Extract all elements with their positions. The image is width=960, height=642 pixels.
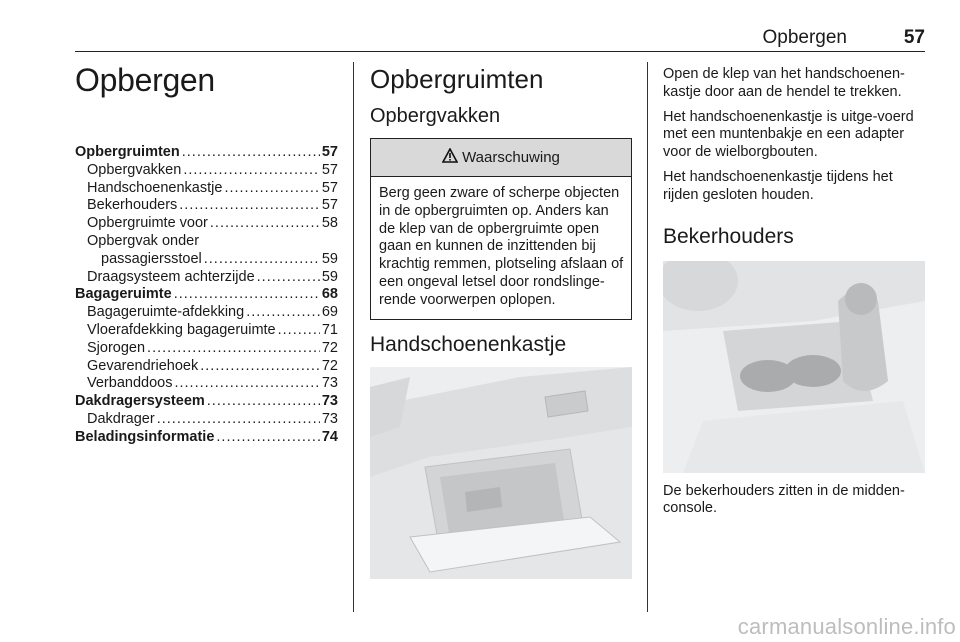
toc-entry[interactable] [75,269,338,287]
toc-leader-dots [204,251,320,269]
warning-box [370,138,632,320]
watermark: carmanualsonline.info [737,614,956,639]
chapter-title: Opbergen [75,62,215,98]
toc-leader-dots [224,180,319,198]
toc-entry[interactable] [75,358,338,376]
toc-page-number: 73 [321,410,338,427]
toc-entry-label: passagiersstoel [101,250,202,267]
toc-entry-continuation[interactable] [75,251,338,269]
warning-header [371,139,631,177]
cupholder-photo [663,261,925,473]
toc-column [75,60,338,447]
toc-entry-label: Opbergvakken [87,161,182,178]
toc-leader-dots [147,340,320,358]
subsection-heading: Opbergvakken [370,105,501,127]
toc-page-number: 73 [321,393,338,410]
paragraph: De bekerhouders zitten in de midden-console. [663,482,905,517]
warning-triangle-icon [442,148,458,167]
toc-entry-label: Opbergruimten [75,144,180,160]
toc-page-number: 72 [321,357,338,374]
toc-entry-label: Beladingsinformatie [75,428,215,445]
toc-leader-dots [200,358,320,376]
toc-entry-label: Verbanddoos [87,375,173,392]
toc-entry[interactable] [75,162,338,180]
toc-entry-label: Bagageruimte-afdekking [87,304,245,321]
toc-entry[interactable] [75,340,338,358]
toc-page-number: 59 [321,268,338,285]
toc-page-number: 57 [321,179,338,196]
toc-page-number: 69 [321,304,338,321]
subsection-heading-cupholders: Bekerhouders [663,224,794,248]
toc-entry-label: Dakdrager [87,410,155,427]
toc-entry[interactable] [75,215,338,233]
toc-page-number: 71 [321,321,338,338]
toc-page-number: 59 [321,250,338,267]
toc-entry-label: Opbergruimte voor [87,215,208,232]
column-divider [647,62,648,612]
toc-leader-dots [157,411,320,429]
table-of-contents [75,144,338,447]
toc-page-number: 57 [321,144,338,160]
section-heading: Opbergruimten [370,64,544,94]
paragraph: Het handschoenenkastje tijdens het rijden gesloten houden. [663,168,893,203]
warning-title: Waarschuwing [462,149,560,166]
subsection-heading-glovebox: Handschoenenkastje [370,332,567,356]
page-header [75,22,925,52]
page-number: 57 [903,27,925,48]
toc-entry-label: Vloerafdekking bagageruimte [87,321,276,338]
toc-leader-dots [257,269,320,287]
toc-entry-label: Bekerhouders [87,197,178,214]
toc-entry[interactable] [75,233,338,251]
toc-entry[interactable] [75,197,338,215]
toc-entry[interactable] [75,180,338,198]
toc-leader-dots [246,304,320,322]
toc-chapter-entry[interactable] [75,429,338,447]
toc-entry-label: Draagsysteem achterzijde [87,268,255,285]
toc-leader-dots [174,375,319,393]
toc-entry-label: Handschoenenkastje [87,179,223,196]
paragraph: Het handschoenenkastje is uitge-voerd met een muntenbakje en een adapter voor de wielborgbouten. [663,108,914,161]
toc-entry-label: Gevarendriehoek [87,357,199,374]
toc-chapter-entry[interactable] [75,393,338,411]
toc-page-number: 57 [321,197,338,214]
toc-page-number: 73 [321,375,338,392]
warning-text: Berg geen zware of scherpe objecten in de opbergruimten op. Anders kan de klep van de opbergruimte open gaan en kunnen de inzittenden bij krachtig remmen, plotseling afslaan of een ongeval letsel door rondslinge-rende voorwerpen oplopen. [379,185,624,308]
toc-entry-label: Bagageruimte [75,286,172,303]
toc-leader-dots [216,429,319,447]
toc-page-number: 72 [321,339,338,356]
toc-page-number: 68 [321,286,338,303]
right-column [663,66,925,525]
toc-chapter-entry[interactable] [75,286,338,304]
toc-page-number: 57 [321,161,338,178]
toc-leader-dots [183,162,320,180]
paragraph: Open de klep van het handschoenen-kastje door aan de hendel te trekken. [663,66,905,100]
toc-entry[interactable] [75,411,338,429]
toc-entry[interactable] [75,375,338,393]
running-title: Opbergen [762,27,847,48]
toc-page-number: 58 [321,215,338,232]
toc-page-number: 74 [321,428,338,445]
toc-leader-dots [207,393,320,411]
toc-leader-dots [174,286,320,304]
glovebox-photo [370,367,632,579]
middle-column [370,62,632,579]
toc-leader-dots [278,322,320,340]
toc-leader-dots [210,215,320,233]
toc-leader-dots [182,144,320,162]
toc-chapter-entry[interactable] [75,144,338,162]
toc-entry-label: Sjorogen [87,339,146,356]
column-divider [353,62,354,612]
toc-leader-dots [179,197,320,215]
toc-entry-label: Opbergvak onder [87,232,200,249]
toc-entry[interactable] [75,322,338,340]
toc-entry-label: Dakdragersysteem [75,393,205,410]
toc-entry[interactable] [75,304,338,322]
